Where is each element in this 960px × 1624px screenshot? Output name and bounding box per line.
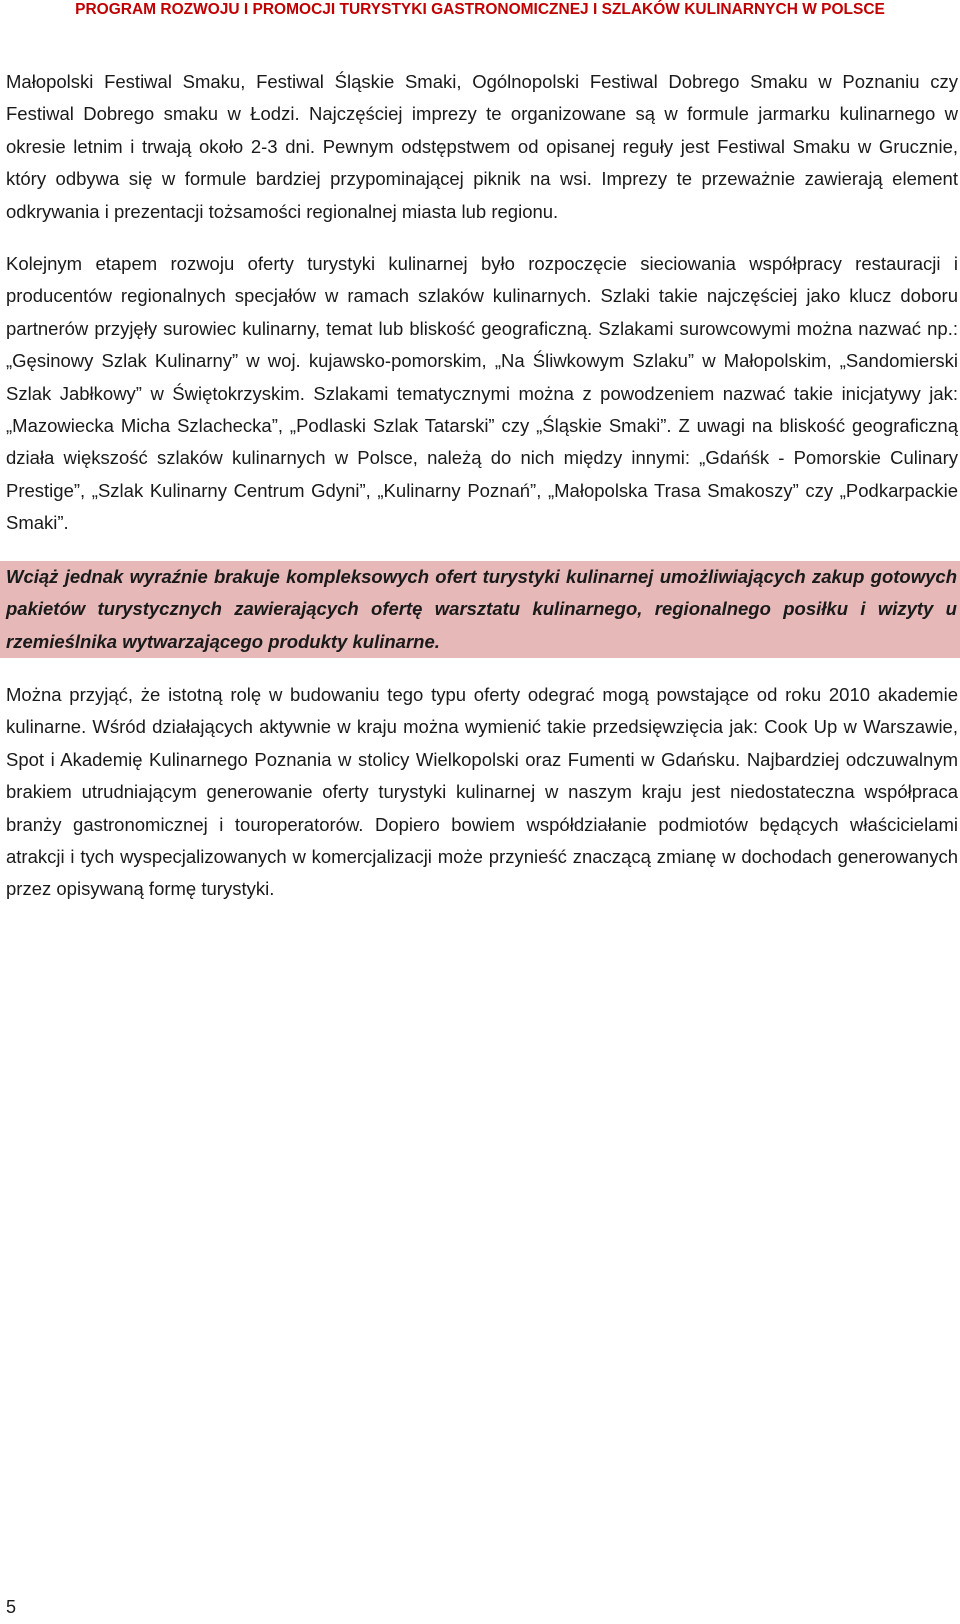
highlighted-paragraph: Wciąż jednak wyraźnie brakuje kompleksowych ofert turystyki kulinarnej umożliwiających zakup gotowych pakietów turystycznych zawierających ofertę warsztatu kulinarnego, regionalnego posiłku i wizyty u rzemieślnika wytwarzającego produkty kulinarne. <box>0 561 960 658</box>
running-header: PROGRAM ROZWOJU I PROMOCJI TURYSTYKI GASTRONOMICZNEJ I SZLAKÓW KULINARNYCH W POLSCE <box>75 1 885 18</box>
document-body <box>6 66 958 927</box>
paragraph-culinary-academies: Można przyjąć, że istotną rolę w budowaniu tego typu oferty odegrać mogą powstające od roku 2010 akademie kulinarne. Wśród działających aktywnie w kraju można wymienić takie przedsięwzięcia jak: Cook Up w Warszawie, Spot i Akademię Kulinarnego Poznania w stolicy Wielkopolski oraz Fumenti w Gdańsku. Najbardziej odczuwalnym brakiem utrudniającym generowanie oferty turystyki kulinarnej w naszym kraju jest niedostateczna współpraca branży gastronomicznej i touroperatorów. Dopiero bowiem współdziałanie podmiotów będących właścicielami atrakcji i tych wyspecjalizowanych w komercjalizacji może przynieść znaczącą zmianę w dochodach generowanych przez opisywaną formę turystyki. <box>6 683 958 900</box>
paragraph-culinary-trails: Kolejnym etapem rozwoju oferty turystyki kulinarnej było rozpoczęcie sieciowania współpracy restauracji i producentów regionalnych specjałów w ramach szlaków kulinarnych. Szlaki takie najczęściej jako klucz doboru partnerów przyjęły surowiec kulinarny, temat lub bliskość geograficzną. Szlakami surowcowymi można nazwać np.: „Gęsinowy Szlak Kulinarny” w woj. kujawsko-pomorskim, „Na Śliwkowym Szlaku” w Małopolskim, „Sandomierski Szlak Jabłkowy” w Świętokrzyskim. Szlakami tematycznymi można z powodzeniem nazwać takie inicjatywy jak: „Mazowiecka Micha Szlachecka”, „Podlaski Szlak Tatarski” czy „Śląskie Smaki”. Z uwagi na bliskość geograficzną działa większość szlaków kulinarnych w Polsce, należą do nich między innymi: „Gdańśk - Pomorskie Culinary Prestige”, „Szlak Kulinarny Centrum Gdyni”, „Kulinarny Poznań”, „Małopolska Trasa Smakoszy” czy „Podkarpackie Smaki”. <box>6 253 958 534</box>
page-number: 5 <box>6 1597 17 1617</box>
paragraph-festivals: Małopolski Festiwal Smaku, Festiwal Śląskie Smaki, Ogólnopolski Festiwal Dobrego Smaku w Poznaniu czy Festiwal Dobrego smaku w Łodzi. Najczęściej imprezy te organizowane są w formule jarmarku kulinarnego w okresie letnim i trwają około 2-3 dni. Pewnym odstępstwem od opisanej reguły jest Festiwal Smaku w Grucznie, który odbywa się w formule bardziej przypominającej piknik na wsi. Imprezy te przeważnie zawierają element odkrywania i prezentacji tożsamości regionalnej miasta lub regionu. <box>6 71 958 222</box>
